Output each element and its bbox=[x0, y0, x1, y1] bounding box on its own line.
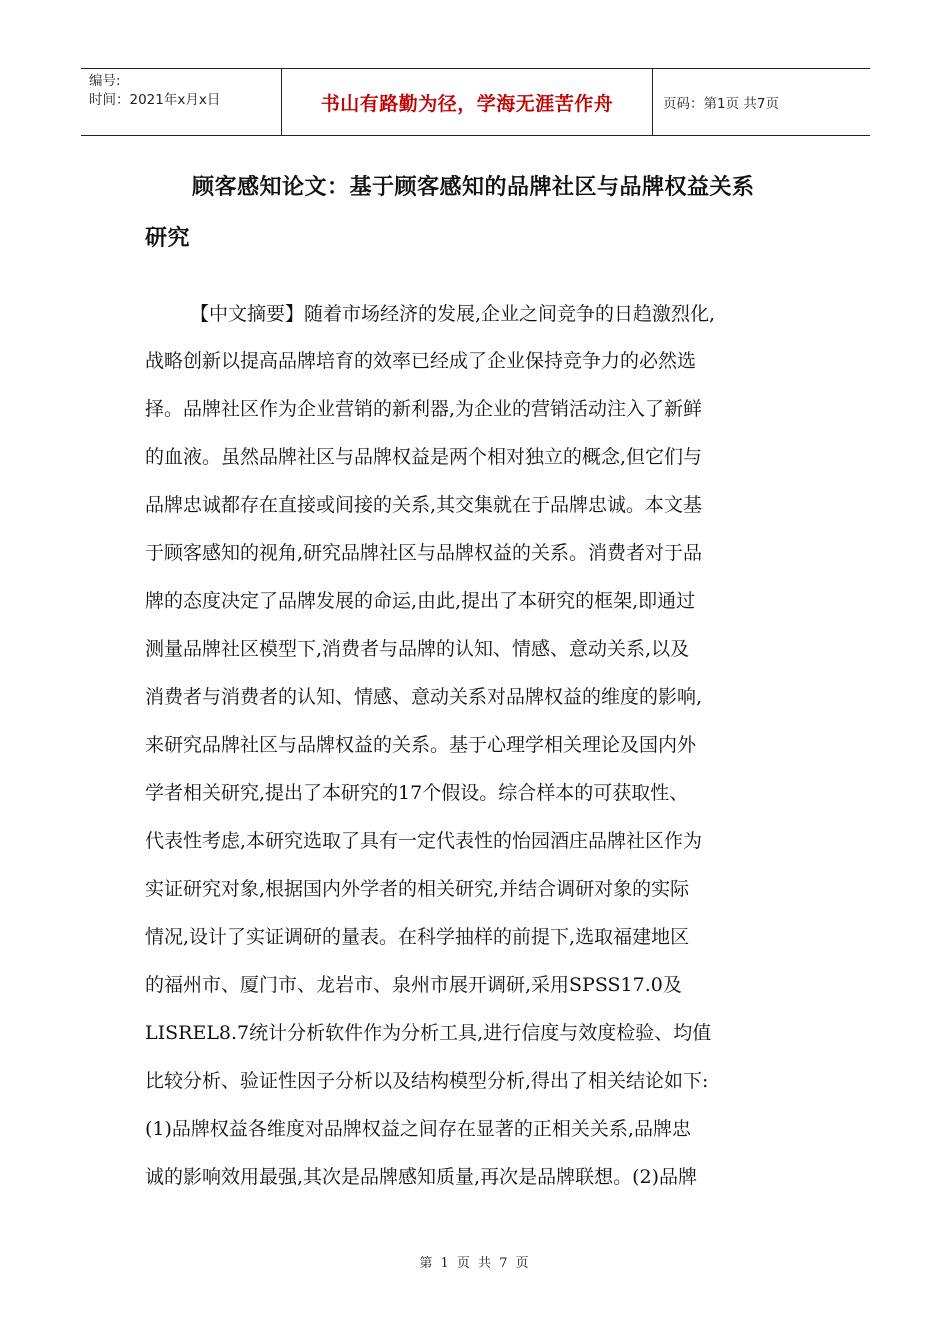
body-line: LISREL8.7统计分析软件作为分析工具,进行信度与效度检验、均值 bbox=[145, 1022, 712, 1044]
header-table bbox=[81, 68, 870, 136]
body-line: 牌的态度决定了品牌发展的命运,由此,提出了本研究的框架,即通过 bbox=[145, 590, 696, 612]
header-left-cell bbox=[81, 69, 281, 135]
body-line: 品牌忠诚都存在直接或间接的关系,其交集就在于品牌忠诚。本文基 bbox=[145, 494, 703, 516]
body-line: 战略创新以提高品牌培育的效率已经成了企业保持竞争力的必然选 bbox=[145, 350, 697, 372]
body-line: 【中文摘要】随着市场经济的发展,企业之间竞争的日趋激烈化, bbox=[190, 303, 716, 325]
document-title-line-1: 顾客感知论文：基于顾客感知的品牌社区与品牌权益关系 bbox=[192, 174, 755, 200]
body-line: 消费者与消费者的认知、情感、意动关系对品牌权益的维度的影响, bbox=[145, 686, 703, 708]
document-title-line-2: 研究 bbox=[145, 225, 191, 251]
body-line: 的福州市、厦门市、龙岩市、泉州市展开调研,采用SPSS17.0及 bbox=[145, 974, 682, 996]
body-line: 学者相关研究,提出了本研究的17个假设。综合样本的可获取性、 bbox=[145, 782, 689, 804]
body-line: 于顾客感知的视角,研究品牌社区与品牌权益的关系。消费者对于品 bbox=[145, 542, 703, 564]
header-motto: 书山有路勤为径，学海无涯苦作舟 bbox=[281, 69, 653, 135]
body-line: 实证研究对象,根据国内外学者的相关研究,并结合调研对象的实际 bbox=[145, 878, 690, 900]
time-label: 时间：2021年x月x日 bbox=[89, 92, 221, 108]
body-line: 的血液。虽然品牌社区与品牌权益是两个相对独立的概念,但它们与 bbox=[145, 446, 703, 468]
page-footer: 第 1 页 共 7 页 bbox=[419, 1256, 531, 1271]
body-line: 测量品牌社区模型下,消费者与品牌的认知、情感、意动关系,以及 bbox=[145, 638, 690, 660]
header-page-info: 页码：第1页 共7页 bbox=[663, 96, 779, 112]
body-line: 情况,设计了实证调研的量表。在科学抽样的前提下,选取福建地区 bbox=[145, 926, 690, 948]
body-line: 诚的影响效用最强,其次是品牌感知质量,再次是品牌联想。(2)品牌 bbox=[145, 1166, 697, 1188]
number-label: 编号: bbox=[89, 73, 121, 89]
body-line: 代表性考虑,本研究选取了具有一定代表性的怡园酒庄品牌社区作为 bbox=[145, 830, 703, 852]
body-line: (1)品牌权益各维度对品牌权益之间存在显著的正相关关系,品牌忠 bbox=[145, 1118, 691, 1140]
body-line: 择。品牌社区作为企业营销的新利器,为企业的营销活动注入了新鲜 bbox=[145, 398, 703, 420]
body-line: 比较分析、验证性因子分析以及结构模型分析,得出了相关结论如下: bbox=[145, 1070, 709, 1092]
body-line: 来研究品牌社区与品牌权益的关系。基于心理学相关理论及国内外 bbox=[145, 734, 697, 756]
